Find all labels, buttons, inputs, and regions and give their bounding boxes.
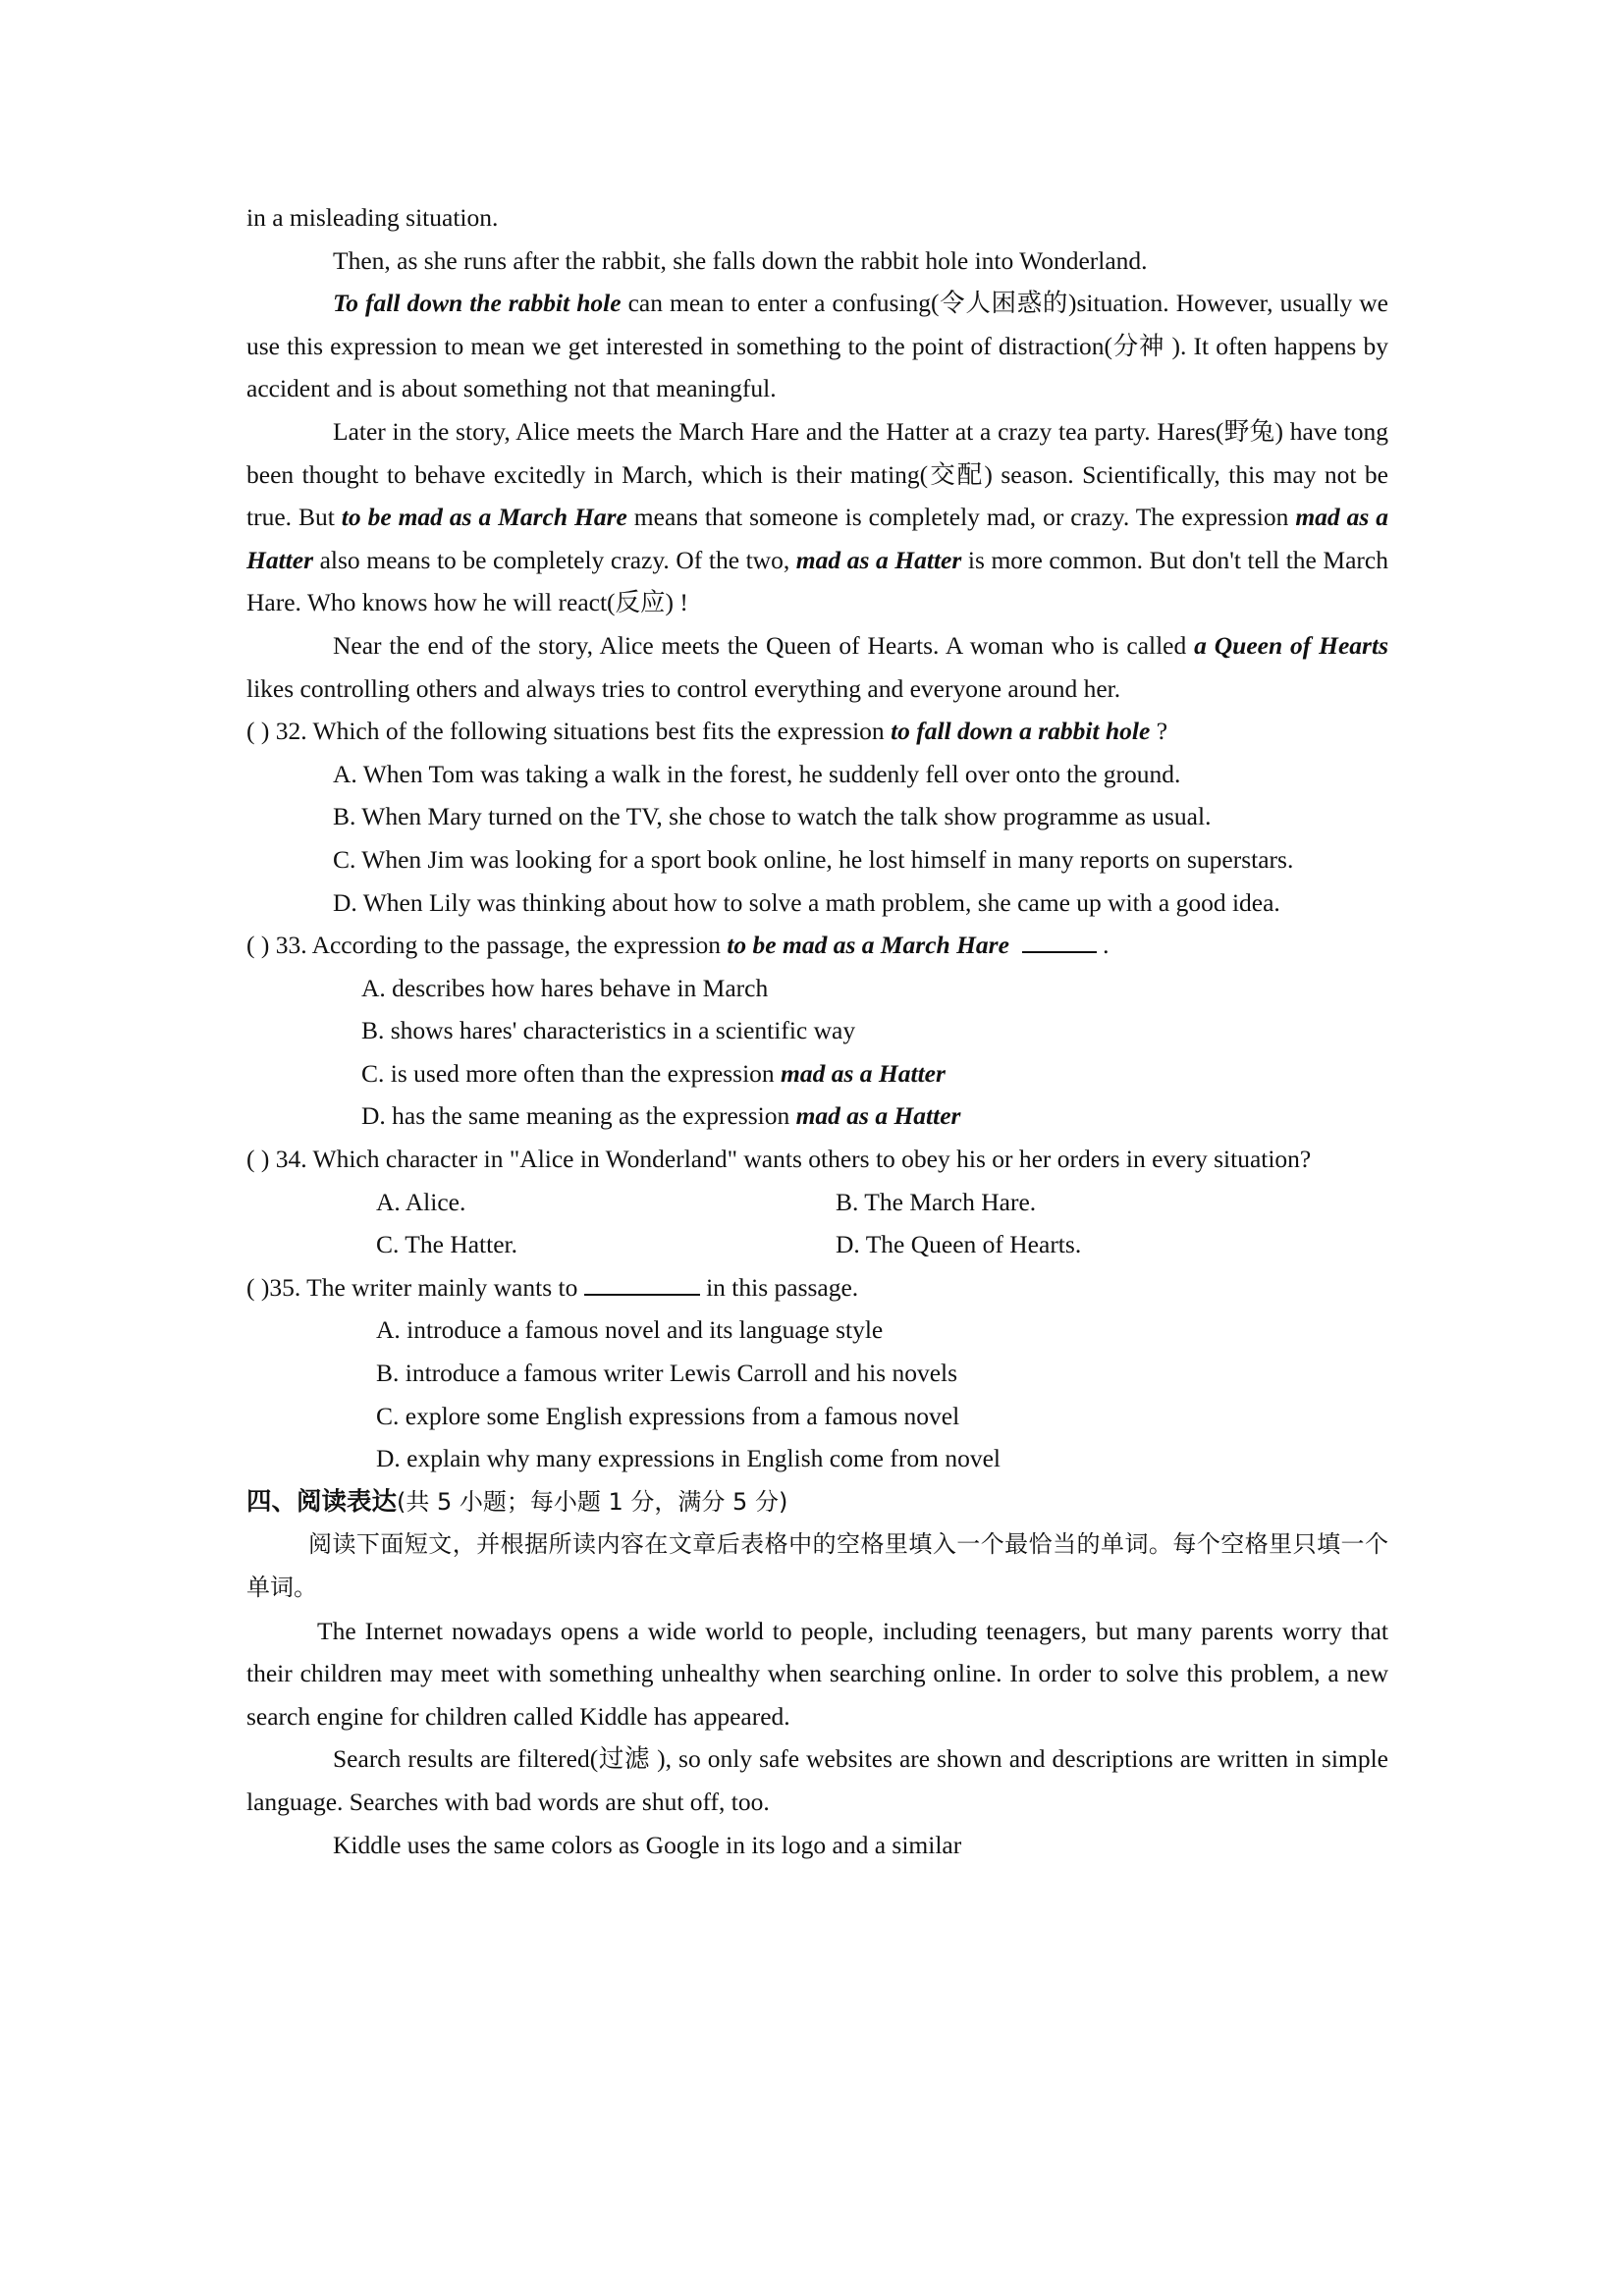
question-stem: 34. Which character in "Alice in Wonderland" wants others to obey his or her orders in every situation? [269, 1145, 1312, 1174]
option-text: D. has the same meaning as the expression [361, 1101, 796, 1131]
answer-blank-paren[interactable]: ( ) [246, 931, 270, 960]
option-d: D. When Lily was thinking about how to solve a math problem, she came up with a good idea. [333, 887, 1280, 917]
text-line: Then, as she runs after the rabbit, she falls down the rabbit hole into Wonderland. [333, 245, 1148, 275]
question-34 [246, 1138, 1388, 1181]
option-d: D. explain why many expressions in English come from novel [376, 1444, 1001, 1473]
options-row [246, 1181, 1388, 1224]
option-a: A. describes how hares behave in March [361, 973, 769, 1002]
question-stem: 32. Which of the following situations best fits the expression [269, 717, 892, 746]
answer-blank-paren[interactable]: ( ) [246, 1272, 270, 1302]
option-c: C. When Jim was looking for a sport book online, he lost himself in many reports on superstars. [333, 844, 1294, 874]
paragraph-text: means that someone is completely mad, or crazy. The expression [626, 503, 1296, 532]
option-b: B. When Mary turned on the TV, she chose to watch the talk show programme as usual. [333, 802, 1212, 831]
expression-emphasis: to be mad as a March Hare [727, 931, 1009, 960]
section-meta: (共 5 小题；每小题 1 分，满分 5 分) [397, 1487, 788, 1516]
paragraph-text: is more common. But don't tell the March Hare. Who knows how he will react(反应) ! [246, 545, 1388, 617]
paragraph-text: can mean to enter a confusing(令人困惑的)situation. However, usually we use this expression to mean we get interested in something to the point of distraction(分神 ). It often happens by accident and is about something not that meaningful. [246, 289, 1388, 403]
paragraph-text: Later in the story, Alice meets the March Hare and the Hatter at a crazy tea party. Hares(野兔) have tong been thought to behave excitedly in March, which is their mating(交配) season. Scientifically, this may not be true. But [246, 416, 1388, 532]
paragraph-march-hare [246, 410, 1388, 624]
section-title: 四、阅读表达 [246, 1486, 398, 1517]
expression-emphasis: mad as a Hatter [795, 1101, 961, 1131]
option-d [246, 1095, 1388, 1138]
section-instruction: 阅读下面短文，并根据所读内容在文章后表格中的空格里填入一个最恰当的单词。每个空格里只填一个单词。 [246, 1530, 1388, 1601]
paragraph-text: likes controlling others and always tries to control everything and everyone around her. [246, 673, 1121, 703]
question-32 [246, 710, 1388, 753]
paragraph-rabbit-hole [246, 282, 1388, 410]
option-b: B. introduce a famous writer Lewis Carroll and his novels [376, 1359, 958, 1388]
passage-paragraph: Search results are filtered(过滤 ), so only safe websites are shown and descriptions are written in simple language. Searches with bad words are shut off, too. [246, 1744, 1388, 1816]
expression-emphasis: a Queen of Hearts [1194, 630, 1388, 660]
option-b: B. The March Hare. [836, 1187, 1037, 1216]
option-a: A. Alice. [376, 1187, 466, 1216]
option-a: A. introduce a famous novel and its language style [376, 1315, 884, 1345]
option-c: C. explore some English expressions from a famous novel [376, 1401, 960, 1430]
expression-emphasis: To fall down the rabbit hole [333, 289, 622, 318]
paragraph-queen [246, 624, 1388, 710]
option-d: D. The Queen of Hearts. [836, 1230, 1082, 1259]
question-stem-end: in this passage. [699, 1272, 859, 1302]
question-35 [246, 1266, 1388, 1309]
fill-blank-line [584, 1270, 700, 1296]
option-c [246, 1052, 1388, 1095]
exam-page [246, 196, 1388, 1866]
passage-paragraph: The Internet nowadays opens a wide world to people, including teenagers, but many parents worry that their children may meet with something unhealthy when searching online. In order to solve this problem, a new search engine for children called Kiddle has appeared. [246, 1616, 1388, 1731]
section-heading [246, 1480, 1388, 1524]
answer-blank-paren[interactable]: ( ) [246, 1145, 270, 1174]
expression-emphasis: mad as a Hatter [781, 1058, 946, 1088]
paragraph-text: also means to be completely crazy. Of the two, [313, 545, 796, 574]
question-stem-end: . [1096, 931, 1110, 960]
question-stem: 33. According to the passage, the expression [269, 931, 728, 960]
option-c: C. The Hatter. [376, 1230, 517, 1259]
passage-paragraph: Kiddle uses the same colors as Google in its logo and a similar [333, 1830, 962, 1859]
options-row [246, 1223, 1388, 1266]
question-stem-end: ? [1150, 717, 1168, 746]
paragraph-text: Near the end of the story, Alice meets the Queen of Hearts. A woman who is called [333, 630, 1195, 660]
expression-emphasis: to be mad as a March Hare [341, 503, 627, 532]
option-text: C. is used more often than the expression [361, 1058, 782, 1088]
answer-blank-paren[interactable]: ( ) [246, 717, 270, 746]
question-stem: 35. The writer mainly wants to [269, 1272, 584, 1302]
text-line: in a misleading situation. [246, 203, 499, 232]
question-33 [246, 924, 1388, 967]
option-a: A. When Tom was taking a walk in the forest, he suddenly fell over onto the ground. [333, 759, 1181, 788]
expression-emphasis: mad as a Hatter [795, 545, 962, 574]
option-b: B. shows hares' characteristics in a scientific way [361, 1016, 856, 1045]
expression-emphasis: to fall down a rabbit hole [891, 717, 1151, 746]
fill-blank-line [1022, 928, 1097, 953]
expression-emphasis: mad as a Hatter [246, 503, 1388, 574]
